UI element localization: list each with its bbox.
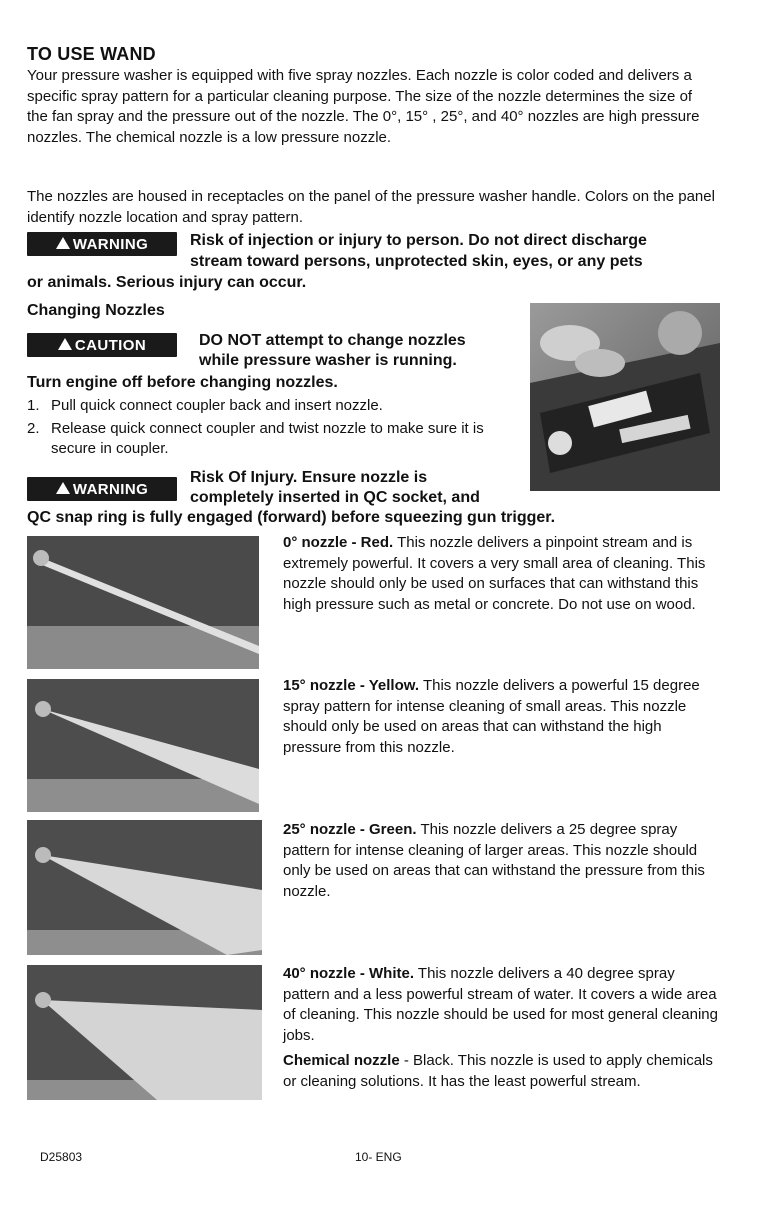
warning-triangle-icon <box>56 482 70 494</box>
intro-paragraph-1: Your pressure washer is equipped with five spray nozzles. Each nozzle is color coded and delivers a specific spray pattern for a particular cleaning purpose. The size of the nozzle determines the size of the fan spray and the pressure out of the nozzle. The 0°, 15° , 25°, and 40° nozzles are high pressure nozzles. The chemical nozzle is a low pressure nozzle. <box>27 67 700 146</box>
nozzle-panel-photo <box>530 303 720 491</box>
nozzle-0-spray-photo <box>27 536 259 669</box>
caution-text-line-2: while pressure washer is running. <box>199 352 457 369</box>
step-item: 2. Release quick connect coupler and twist nozzle to make sure it is secure in coupler. <box>27 419 484 457</box>
warning2-text-line-2: completely inserted in QC socket, and <box>190 489 480 506</box>
intro-paragraph-2: The nozzles are housed in receptacles on the panel of the pressure washer handle. Colors on the panel identify nozzle location and spray pattern. <box>27 188 715 226</box>
caution-text-line-3: Turn engine off before changing nozzles. <box>27 374 338 391</box>
caution-triangle-icon <box>58 338 72 350</box>
nozzle-0-description: 0° nozzle - Red. This nozzle delivers a pinpoint stream and is extremely powerful. It covers a very small area of cleaning. This nozzle should only be used on surfaces that can withstand this high pressure such as metal or concrete. Do not use on wood. <box>283 534 706 613</box>
nozzle-25-spray-photo <box>27 820 262 955</box>
warning-text-line-2: stream toward persons, unprotected skin, eyes, or any pets <box>190 253 643 270</box>
page-title: TO USE WAND <box>27 44 156 64</box>
warning-text-line-1: Risk of injection or injury to person. Do not direct discharge <box>190 232 647 249</box>
chemical-nozzle-description: Chemical nozzle - Black. This nozzle is used to apply chemicals or cleaning solutions. It has the least powerful stream. <box>283 1052 713 1090</box>
warning-text-line-3: or animals. Serious injury can occur. <box>27 274 307 291</box>
nozzle-25-description: 25° nozzle - Green. This nozzle delivers a 25 degree spray pattern for intense cleaning of larger areas. This nozzle should only be used on areas that can withstand the pressure from this nozzle. <box>283 821 705 900</box>
step-item: 1. Pull quick connect coupler back and insert nozzle. <box>27 397 383 414</box>
nozzle-40-description: 40° nozzle - White. This nozzle delivers a 40 degree spray pattern and a less powerful stream of water. It covers a wide area of cleaning. This nozzle should be used for most general cleaning jobs. <box>283 965 718 1044</box>
warning-triangle-icon <box>56 237 70 249</box>
caution-badge: CAUTION <box>27 333 177 357</box>
warning-badge-2: WARNING <box>27 477 177 501</box>
document-code: D25803 <box>40 1150 83 1164</box>
nozzle-15-description: 15° nozzle - Yellow. This nozzle delivers a powerful 15 degree spray pattern for intense cleaning of small areas. This nozzle should only be used on areas that can withstand the high pressure from this nozzle. <box>283 677 700 756</box>
warning2-text-line-1: Risk Of Injury. Ensure nozzle is <box>190 469 428 486</box>
warning2-text-line-3: QC snap ring is fully engaged (forward) before squeezing gun trigger. <box>27 509 556 526</box>
changing-nozzles-heading: Changing Nozzles <box>27 302 165 319</box>
nozzle-15-spray-photo <box>27 679 259 812</box>
nozzle-40-spray-photo <box>27 965 262 1100</box>
page-number: 10- ENG <box>355 1150 402 1164</box>
steps-list <box>27 396 527 460</box>
caution-text-line-1: DO NOT attempt to change nozzles <box>199 332 466 349</box>
warning-badge: WARNING <box>27 232 177 256</box>
